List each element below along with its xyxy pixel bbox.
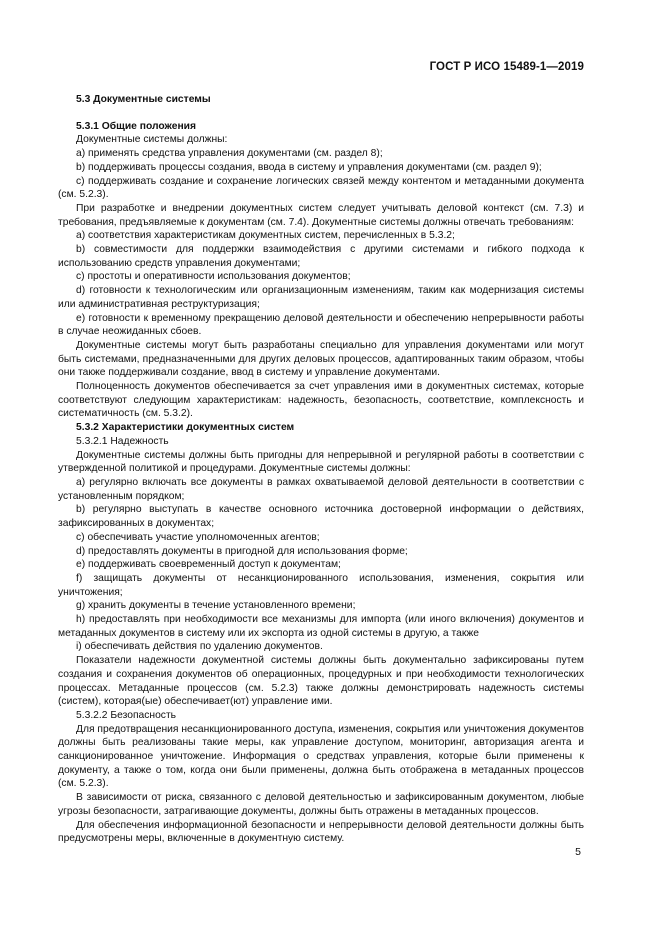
list-item: а) регулярно включать все документы в рамках охватываемой деловой деятельности в соответствии с установленным порядком; [58,476,584,502]
document-body [58,90,584,846]
paragraph: Полноценность документов обеспечивается за счет управления ими в документных системах, которые соответствуют следующим характеристикам: надежность, безопасность, соответствие, комплексность и систематичность (см. 5.3.2). [58,381,584,420]
list-item: h) предоставлять при необходимости все механизмы для импорта (или иного включения) документов и метаданных документов в систему или их экспорта из одной системы в другую, а также [58,614,584,639]
section-heading-5-3-2: 5.3.2 Характеристики документных систем [76,422,295,434]
paragraph: Для обеспечения информационной безопасности и непрерывности деловой деятельности должны быть предусмотрены меры, включенные в документную систему. [58,819,584,845]
list-item: с) обеспечивать участие уполномоченных агентов; [76,531,320,543]
list-item: е) готовности к временному прекращению деловой деятельности и обеспечению непрерывности работы в случае неожиданных сбоев. [58,312,584,338]
list-item: а) применять средства управления документами (см. раздел 8); [76,148,383,160]
paragraph: Документные системы могут быть разработаны специально для управления документами или могут быть системами, предназначенными для других деловых процессов, адаптированных таким образом, чтобы они также поддерживали создание, ввод в систему и управление документами. [58,339,584,379]
paragraph: Для предотвращения несанкционированного доступа, изменения, сокрытия или уничтожения документов должны быть реализованы такие меры, как управление доступом, мониторинг, авторизация агента и санкционированное уничтожение. Информация о средствах управления, которые были применены к документу, а также о том, когда они были применены, должна быть отображена в метаданных процессов (см. 5.2.3). [58,723,584,790]
list-item: b) совместимости для поддержки взаимодействия с другими системами и гибкого подхода к использованию средств управления документами; [58,244,584,269]
page-number: 5 [575,846,581,858]
document-code-header: ГОСТ Р ИСО 15489-1—2019 [429,61,584,73]
paragraph: Документные системы должны: [76,134,228,146]
list-item: b) поддерживать процессы создания, ввода в систему и управления документами (см. раздел 9); [76,161,542,173]
subsection-heading-5-3-2-1: 5.3.2.1 Надежность [76,435,169,447]
subsection-heading-5-3-2-2: 5.3.2.2 Безопасность [76,709,177,721]
list-item: е) поддерживать своевременный доступ к документам; [76,559,341,571]
list-item: с) простоты и оперативности использования документов; [76,271,351,283]
paragraph: В зависимости от риска, связанного с деловой деятельностью и зафиксированным документом, любые угрозы безопасности, затрагивающие документы, должны быть отражены в метаданных процессов. [58,792,584,817]
section-heading-5-3-1: 5.3.1 Общие положения [76,120,196,132]
list-item: b) регулярно выступать в качестве основного источника достоверной информации о действиях, зафиксированных в документах; [58,504,584,530]
paragraph: При разработке и внедрении документных систем следует учитывать деловой контекст (см. 7.3) и требования, предъявляемые к документам (см. 7.4). Документные системы должны отвечать требованиям: [58,202,584,228]
paragraph: Документные системы должны быть пригодны для непрерывной и регулярной работы в соответствии с утвержденной политикой и процедурами. Документные системы должны: [58,449,584,475]
paragraph: Показатели надежности документной системы должны быть документально зафиксированы путем создания и сохранения документов об операционных, процедурных и при необходимости технологических процессах. Метаданные процессов (см. 5.2.3) также должны демонстрировать надежность системы (систем), которая(ые) обеспечивает(ют) управление ими. [58,655,584,708]
section-heading-5-3: 5.3 Документные системы [76,94,211,105]
list-item: d) предоставлять документы в пригодной для использования форме; [76,545,408,557]
list-item: а) соответствия характеристикам документных систем, перечисленных в 5.3.2; [76,230,455,242]
list-item: f) защищать документы от несанкционированного использования, изменения, сокрытия или уничтожения; [58,572,584,598]
list-item: g) хранить документы в течение установленного времени; [76,600,356,612]
list-item: i) обеспечивать действия по удалению документов. [76,641,323,653]
list-item: d) готовности к технологическим или организационным изменениям, таким как модернизация системы или административная реструктуризация; [58,285,584,310]
list-item: с) поддерживать создание и сохранение логических связей между контентом и метаданными документа (см. 5.2.3). [58,175,584,201]
